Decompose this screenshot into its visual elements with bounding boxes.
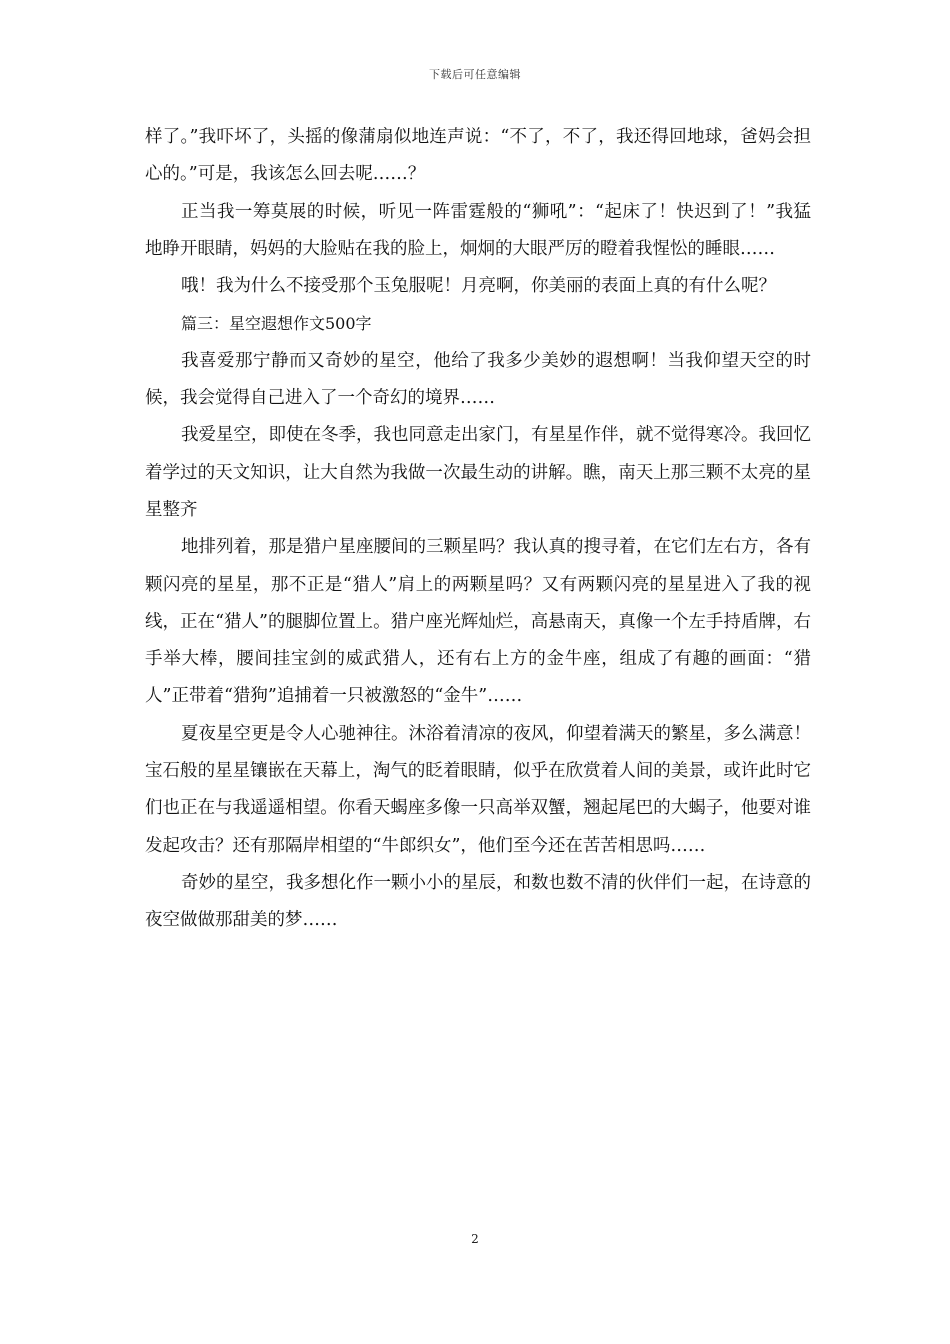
paragraph-8: 夏夜星空更是令人心驰神往。沐浴着清凉的夜风，仰望着满天的繁星，多么满意！宝石般的星星镶嵌在天幕上，淘气的眨着眼睛，似乎在欣赏着人间的美景，或许此时它们也正在与我遥遥相望。你看天蝎座多像一只高举双蟹，翘起尾巴的大蝎子，他要对谁发起攻击？还有那隔岸相望的“牛郎织女”，他们至今还在苦苦相思吗…… bbox=[145, 723, 811, 856]
paragraph-7: 地排列着，那是猎户星座腰间的三颗星吗？我认真的搜寻着，在它们左右方，各有颗闪亮的星星，那不正是“猎人”肩上的两颗星吗？又有两颗闪亮的星星进入了我的视线，正在“猎人”的腿脚位置上。猎户座光辉灿烂，高悬南天，真像一个左手持盾牌，右手举大棒，腰间挂宝剑的威武猎人，还有右上方的金牛座，组成了有趣的画面：“猎人”正带着“猎狗”追捕着一只被激怒的“金牛”…… bbox=[145, 537, 811, 707]
document-body bbox=[145, 119, 811, 940]
paragraph-2: 正当我一筹莫展的时候，听见一阵雷霆般的“狮吼”：“起床了！快迟到了！”我猛地睁开眼睛，妈妈的大脸贴在我的脸上，炯炯的大眼严厉的瞪着我惺忪的睡眼…… bbox=[145, 201, 811, 259]
paragraph-3: 哦！我为什么不接受那个玉兔服呢！月亮啊，你美丽的表面上真的有什么呢？ bbox=[181, 276, 776, 297]
page-header: 下载后可任意编辑 bbox=[429, 68, 521, 81]
paragraph-9: 奇妙的星空，我多想化作一颗小小的星辰，和数也数不清的伙伴们一起，在诗意的夜空做做那甜美的梦…… bbox=[145, 872, 811, 931]
page-number: 2 bbox=[471, 1232, 479, 1246]
paragraph-1: 样了。”我吓坏了，头摇的像蒲扇似地连声说：“不了，不了，我还得回地球，爸妈会担心的。”可是，我该怎么回去呢……？ bbox=[145, 127, 811, 185]
paragraph-6: 我爱星空，即使在冬季，我也同意走出家门，有星星作伴，就不觉得寒冷。我回忆着学过的天文知识，让大自然为我做一次最生动的讲解。瞧，南天上那三颗不太亮的星星整齐 bbox=[145, 425, 811, 520]
paragraph-5: 我喜爱那宁静而又奇妙的星空，他给了我多少美妙的遐想啊！当我仰望天空的时候，我会觉得自己进入了一个奇幻的境界…… bbox=[145, 350, 811, 409]
section-heading: 篇三：星空遐想作文500字 bbox=[181, 314, 372, 334]
